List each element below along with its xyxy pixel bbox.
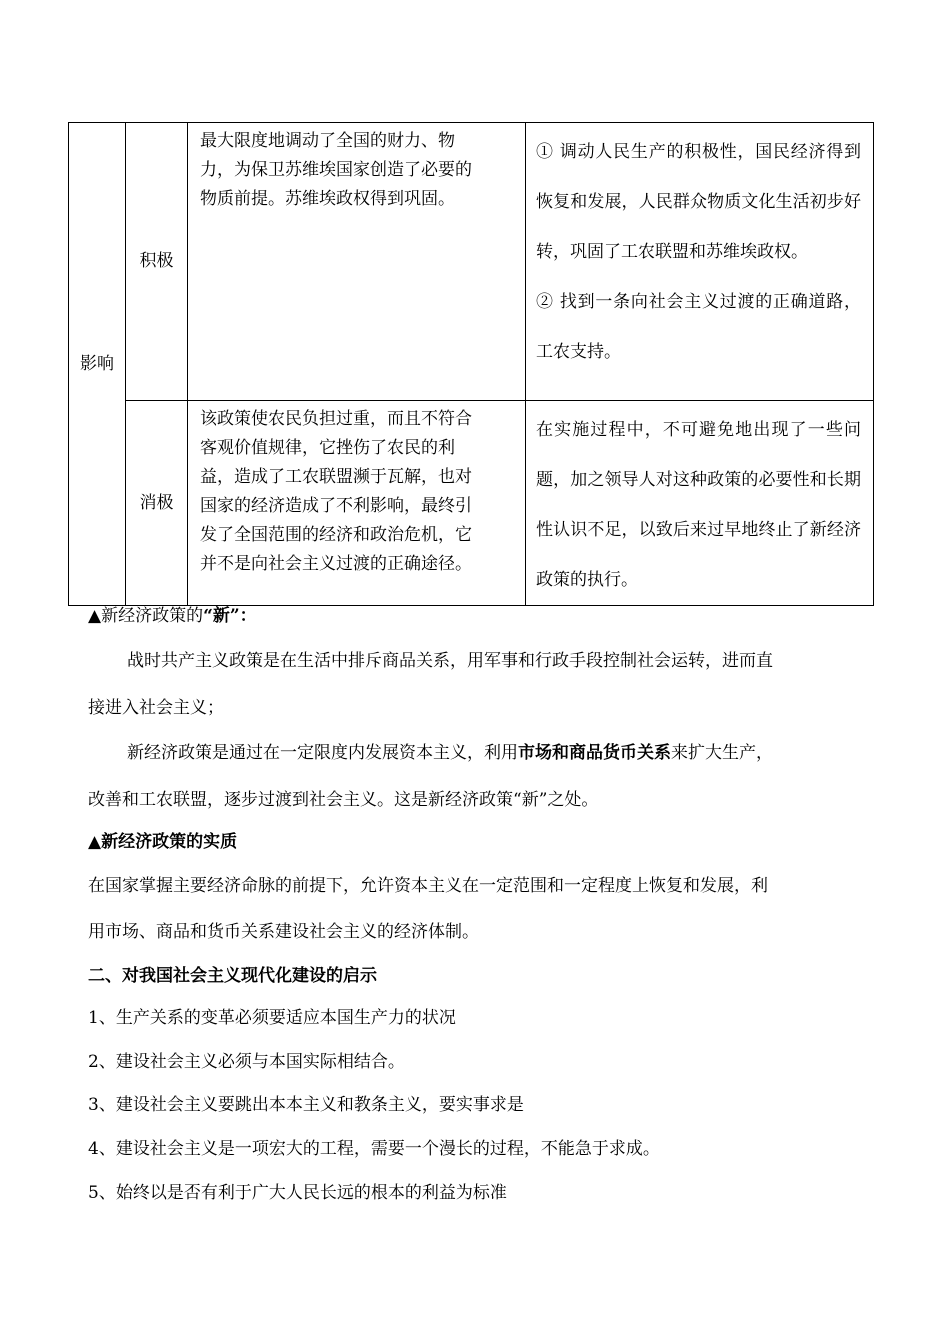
- text-line: 国家的经济造成了不利影响，最终引: [200, 496, 472, 516]
- text-line: 并不是向社会主义过渡的正确途径。: [200, 554, 472, 574]
- text-line: 益，造成了工农联盟濒于瓦解，也对: [200, 467, 472, 487]
- list-item: 2、建设社会主义必须与本国实际相结合。: [88, 1052, 405, 1072]
- table-row-negative: [69, 401, 874, 606]
- section-essence-line2: 用市场、商品和货币关系建设社会主义的经济体制。: [88, 922, 479, 942]
- negative-left-text: [188, 401, 526, 606]
- section-new-para1-line2: 接进入社会主义；: [88, 698, 224, 718]
- text-line: 最大限度地调动了全国的财力、物: [200, 131, 455, 151]
- list-item: 1、生产关系的变革必须要适应本国生产力的状况: [88, 1008, 456, 1028]
- negative-right-text: 在实施过程中，不可避免地出现了一些问题，加之领导人对这种政策的必要性和长期性认识不足，以致后来过早地终止了新经济政策的执行。: [526, 401, 874, 606]
- section-new-para2-line1: [127, 738, 863, 763]
- section-new-heading: [88, 601, 863, 626]
- positive-right-para-1: ① 调动人民生产的积极性，国民经济得到恢复和发展，人民群众物质文化生活初步好转，巩固了工农联盟和苏维埃政权。: [536, 142, 861, 262]
- text-line: 发了全国范围的经济和政治危机，它: [200, 525, 472, 545]
- positive-right-text: [526, 123, 874, 401]
- para2-bold: 市场和商品货币关系: [518, 743, 671, 763]
- text-line: 该政策使农民负担过重，而且不符合: [200, 409, 472, 429]
- para2-post: 来扩大生产，: [671, 743, 773, 763]
- para2-pre: 新经济政策是通过在一定限度内发展资本主义，利用: [127, 743, 518, 763]
- section-essence-line1: 在国家掌握主要经济命脉的前提下，允许资本主义在一定范围和一定程度上恢复和发展，利: [88, 876, 768, 896]
- text-line: 物质前提。苏维埃政权得到巩固。: [200, 189, 455, 209]
- positive-label: 积极: [126, 123, 188, 401]
- heading-prefix: ▲新经济政策的: [88, 606, 204, 626]
- list-item: 4、建设社会主义是一项宏大的工程，需要一个漫长的过程，不能急于求成。: [88, 1139, 660, 1159]
- impact-label: 影响: [69, 123, 126, 606]
- section-new-para1-line1: 战时共产主义政策是在生活中排斥商品关系，用军事和行政手段控制社会运转，进而直: [127, 651, 773, 671]
- list-item: 5、始终以是否有利于广大人民长远的根本的利益为标准: [88, 1183, 507, 1203]
- heading-bold: “新”：: [203, 606, 257, 626]
- text-line: 客观价值规律，它挫伤了农民的利: [200, 438, 455, 458]
- table-row-positive: [69, 123, 874, 401]
- text-line: 力，为保卫苏维埃国家创造了必要的: [200, 160, 472, 180]
- section-new-para2-line2: 改善和工农联盟，逐步过渡到社会主义。这是新经济政策“新”之处。: [88, 790, 599, 810]
- section-enlightenment-heading: 二、对我国社会主义现代化建设的启示: [88, 966, 377, 986]
- list-item: 3、建设社会主义要跳出本本主义和教条主义，要实事求是: [88, 1095, 524, 1115]
- positive-left-text: [188, 123, 526, 401]
- section-essence-heading: ▲新经济政策的实质: [88, 832, 238, 852]
- negative-label: 消极: [126, 401, 188, 606]
- impact-table: [68, 122, 874, 606]
- positive-right-para-2: ② 找到一条向社会主义过渡的正确道路，工农支持。: [536, 292, 861, 362]
